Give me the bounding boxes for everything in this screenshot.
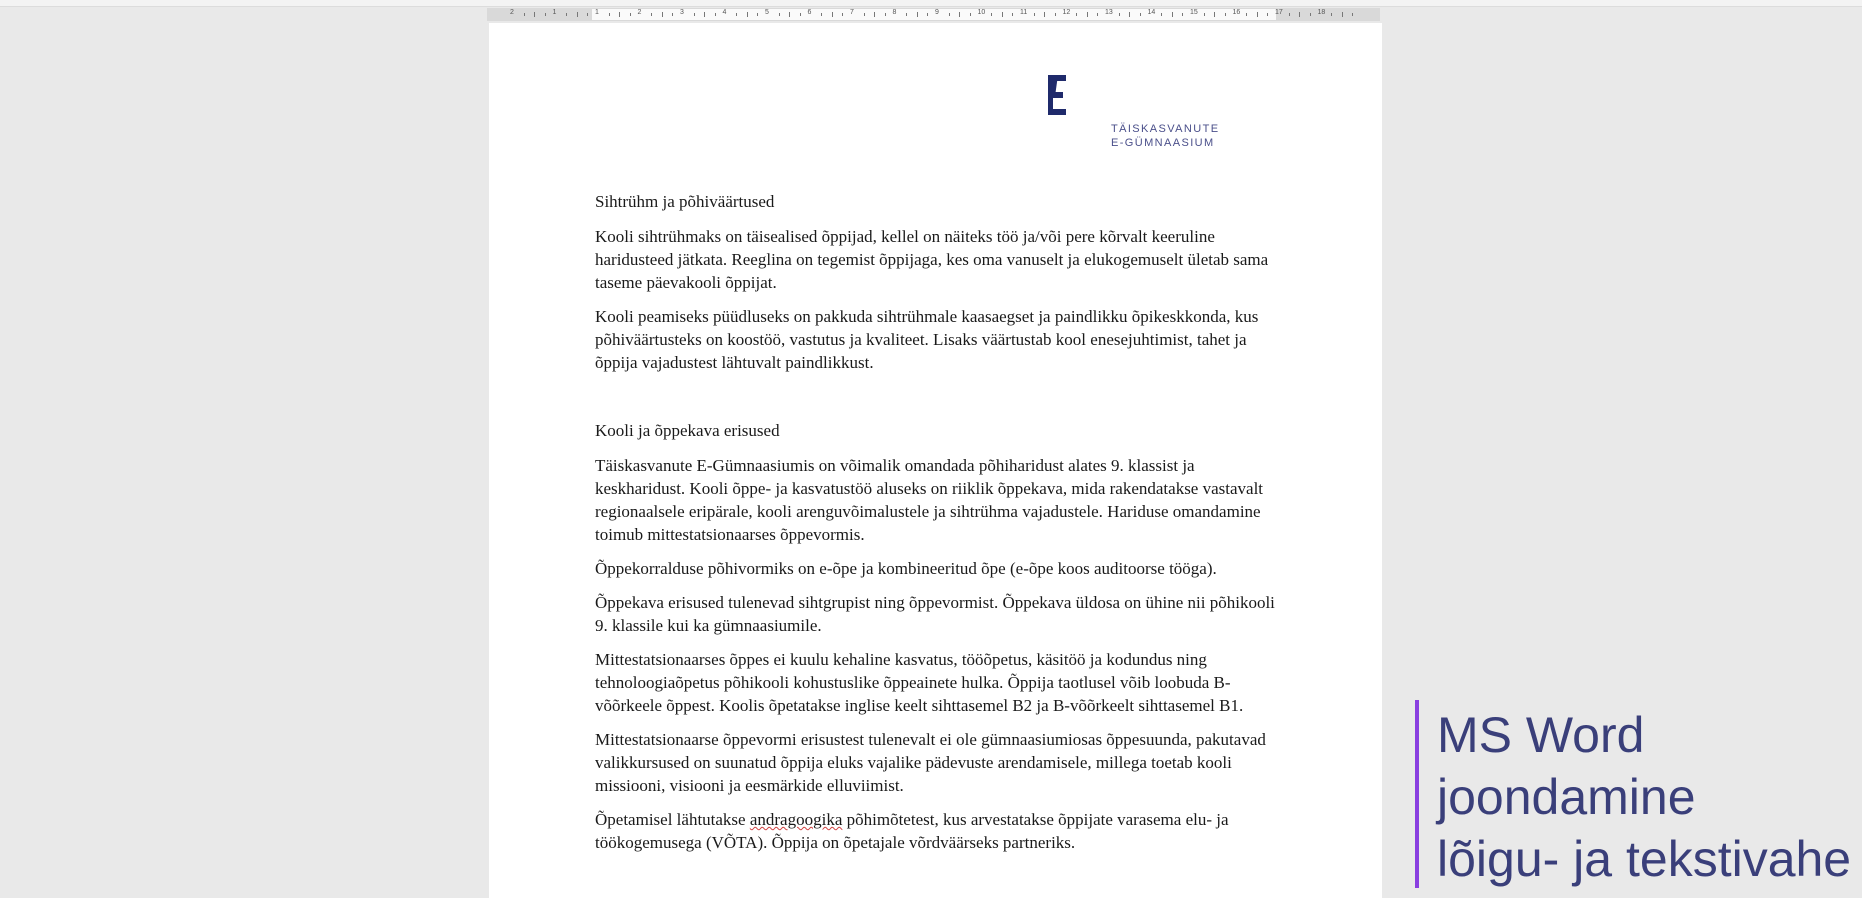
ruler-tick: [1214, 12, 1215, 17]
section-heading: Kooli ja õppekava erisused: [595, 421, 780, 440]
ruler-tick: [587, 13, 588, 16]
ruler-number: 9: [935, 9, 939, 16]
accent-bar: [1415, 700, 1419, 888]
ruler-tick: [1342, 12, 1343, 17]
spelling-flagged-word[interactable]: andragoogika: [749, 810, 843, 829]
text-run: Õpetamisel lähtutakse: [595, 810, 750, 829]
ruler-number: 14: [1147, 9, 1156, 16]
logo-line-1: TÄISKASVANUTE: [1111, 123, 1220, 135]
ruler-number: 11: [1020, 9, 1028, 16]
paragraph: Täiskasvanute E-Gümnaasiumis on võimalik omandada põhiharidust alates 9. klassist ja keskharidust. Kooli õppe- ja kasvatustöö aluseks on riiklik õppekava, mida rakendatakse vastavalt regionaalsele eripärale, kooli arenguvõimalustele ja sihtrühma vajadustele. Hariduse omandamine toimub mittestatsionaarses õppevormis.: [595, 456, 1264, 544]
ruler-tick: [885, 13, 886, 16]
ruler-tick: [832, 12, 833, 17]
ruler-tick: [949, 13, 950, 16]
toolbar-strip: [0, 0, 1862, 7]
overlay-title-line-3: lõigu- ja tekstivahe: [1437, 831, 1852, 887]
ruler-tick: [1140, 13, 1141, 16]
ruler-tick: [1289, 13, 1290, 16]
ruler-number: 7: [850, 9, 854, 16]
ruler-tick: [1172, 12, 1173, 17]
ruler-tick: [1161, 13, 1162, 16]
ruler-number: 17: [1275, 9, 1283, 16]
ruler-tick: [864, 13, 865, 16]
ruler-number: 12: [1062, 9, 1071, 16]
ruler-tick: [970, 13, 971, 16]
ruler-tick: [630, 13, 631, 16]
ruler-tick: [959, 12, 960, 17]
ruler-number: 1: [595, 9, 599, 16]
ruler-tick: [906, 13, 907, 16]
overlay-title-line-2: joondamine: [1437, 769, 1696, 825]
horizontal-ruler[interactable]: [487, 8, 1380, 21]
ruler-tick: [821, 13, 822, 16]
logo-line-2: E-GÜMNAASIUM: [1111, 137, 1215, 149]
text-run: põhimõtetest, kus arvestatakse õppijate varasema elu- ja töökogemusega (VÕTA). Õppija on õpetajale võrdväärseks partneriks.: [595, 810, 1229, 852]
ruler-tick: [1310, 13, 1311, 16]
ruler-number: 1: [552, 9, 557, 16]
ruler-tick: [757, 13, 758, 16]
ruler-tick: [1129, 12, 1130, 17]
ruler-tick: [715, 13, 716, 16]
ruler-tick: [534, 12, 535, 17]
ruler-number: 10: [977, 9, 986, 16]
ruler-number: 2: [510, 9, 514, 16]
ruler-tick: [1076, 13, 1077, 16]
ruler-tick: [566, 13, 567, 16]
ruler-tick: [1267, 13, 1268, 16]
ruler-tick: [1044, 12, 1045, 17]
ruler-tick: [694, 13, 695, 16]
ruler-tick: [662, 12, 663, 17]
ruler-tick: [842, 13, 843, 16]
ruler-tick: [917, 12, 918, 17]
ruler-tick: [577, 12, 578, 17]
ruler-tick: [651, 13, 652, 16]
section-heading: Sihtrühm ja põhiväärtused: [595, 192, 775, 211]
ruler-tick: [874, 12, 875, 17]
document-page[interactable]: [489, 23, 1382, 898]
ruler-tick: [1002, 12, 1003, 17]
ruler-tick: [1257, 12, 1258, 17]
ruler-tick: [1204, 13, 1205, 16]
ruler-number: 16: [1232, 9, 1241, 16]
ruler-tick: [736, 13, 737, 16]
paragraph-gap: [595, 385, 1285, 419]
ruler-tick: [1246, 13, 1247, 16]
ruler-tick: [800, 13, 801, 16]
ruler-number: 6: [807, 9, 812, 16]
paragraph: Mittestatsionaarses õppes ei kuulu kehaline kasvatus, tööõpetus, käsitöö ja kodundus ning tehnoloogiaõpetus põhikooli kohustuslike õppeainete hulka. Õppija taotlusel võib loobuda B-võõrkeele õppest. Koolis õpetatakse inglise keelt sihttasemel B2 ja B-võõrkeelt sihttasemel B1.: [595, 650, 1244, 715]
ruler-number: 5: [765, 9, 769, 16]
ruler-tick: [704, 12, 705, 17]
title-overlay: [1415, 700, 1862, 898]
ruler-tick: [545, 13, 546, 16]
paragraph: Õppekorralduse põhivormiks on e-õpe ja kombineeritud õpe (e-õpe koos auditoorse tööga).: [595, 559, 1217, 578]
ruler-tick: [1034, 13, 1035, 16]
ruler-tick: [609, 13, 610, 16]
ruler-number: 4: [722, 9, 727, 16]
paragraph: Õppekava erisused tulenevad sihtgrupist ning õppevormist. Õppekava üldosa on ühine nii põhikooli 9. klassile kui ka gümnaasiumile.: [595, 593, 1275, 635]
ruler-tick: [1299, 12, 1300, 17]
paragraph: Kooli peamiseks püüdluseks on pakkuda sihtrühmale kaasaegset ja paindlikku õpikeskkonda, kus põhiväärtusteks on koostöö, vastutus ja kvaliteet. Lisaks väärtustab kool enesejuhtimist, tahet ja õppija vajadustest lähtuvalt paindlikkust.: [595, 307, 1259, 372]
ruler-tick: [927, 13, 928, 16]
ruler-tick: [1352, 13, 1353, 16]
ruler-number: 13: [1105, 9, 1113, 16]
ruler-tick: [1182, 13, 1183, 16]
ruler-number: 15: [1190, 9, 1198, 16]
ruler-tick: [524, 13, 525, 16]
ruler-number: 18: [1317, 9, 1326, 16]
ruler-tick: [1012, 13, 1013, 16]
ruler-number: 8: [892, 9, 897, 16]
ruler-tick: [991, 13, 992, 16]
ruler-tick: [619, 12, 620, 17]
paragraph: Kooli sihtrühmaks on täisealised õppijad, kellel on näiteks töö ja/või pere kõrvalt keeruline haridusteed jätkata. Reeglina on tegemist õppijaga, kes oma vanuselt ja elukogemuselt ületab sama taseme päevakooli õppijat.: [595, 227, 1269, 292]
ruler-tick: [789, 12, 790, 17]
ruler-tick: [1055, 13, 1056, 16]
ruler-number: 2: [637, 9, 642, 16]
ruler-tick: [1225, 13, 1226, 16]
ruler-tick: [672, 13, 673, 16]
ruler-tick: [1087, 12, 1088, 17]
ruler-number: 3: [680, 9, 684, 16]
e-gumnaasium-logo-icon: [1046, 75, 1068, 120]
ruler-tick: [779, 13, 780, 16]
document-body[interactable]: [595, 190, 1285, 865]
overlay-title-line-1: MS Word: [1437, 707, 1645, 763]
paragraph: Mittestatsionaarse õppevormi erisustest tulenevalt ei ole gümnaasiumiosas õppesuunda, pakutavad valikkursused on suunatud õppija eluks vajalike pädevuste arendamisele, millega toetab kooli missiooni, visiooni ja eesmärkide elluviimist.: [595, 730, 1266, 795]
paragraph: [595, 808, 1285, 854]
ruler-tick: [1331, 13, 1332, 16]
ruler-tick: [747, 12, 748, 17]
ruler-tick: [1097, 13, 1098, 16]
ruler-tick: [1119, 13, 1120, 16]
